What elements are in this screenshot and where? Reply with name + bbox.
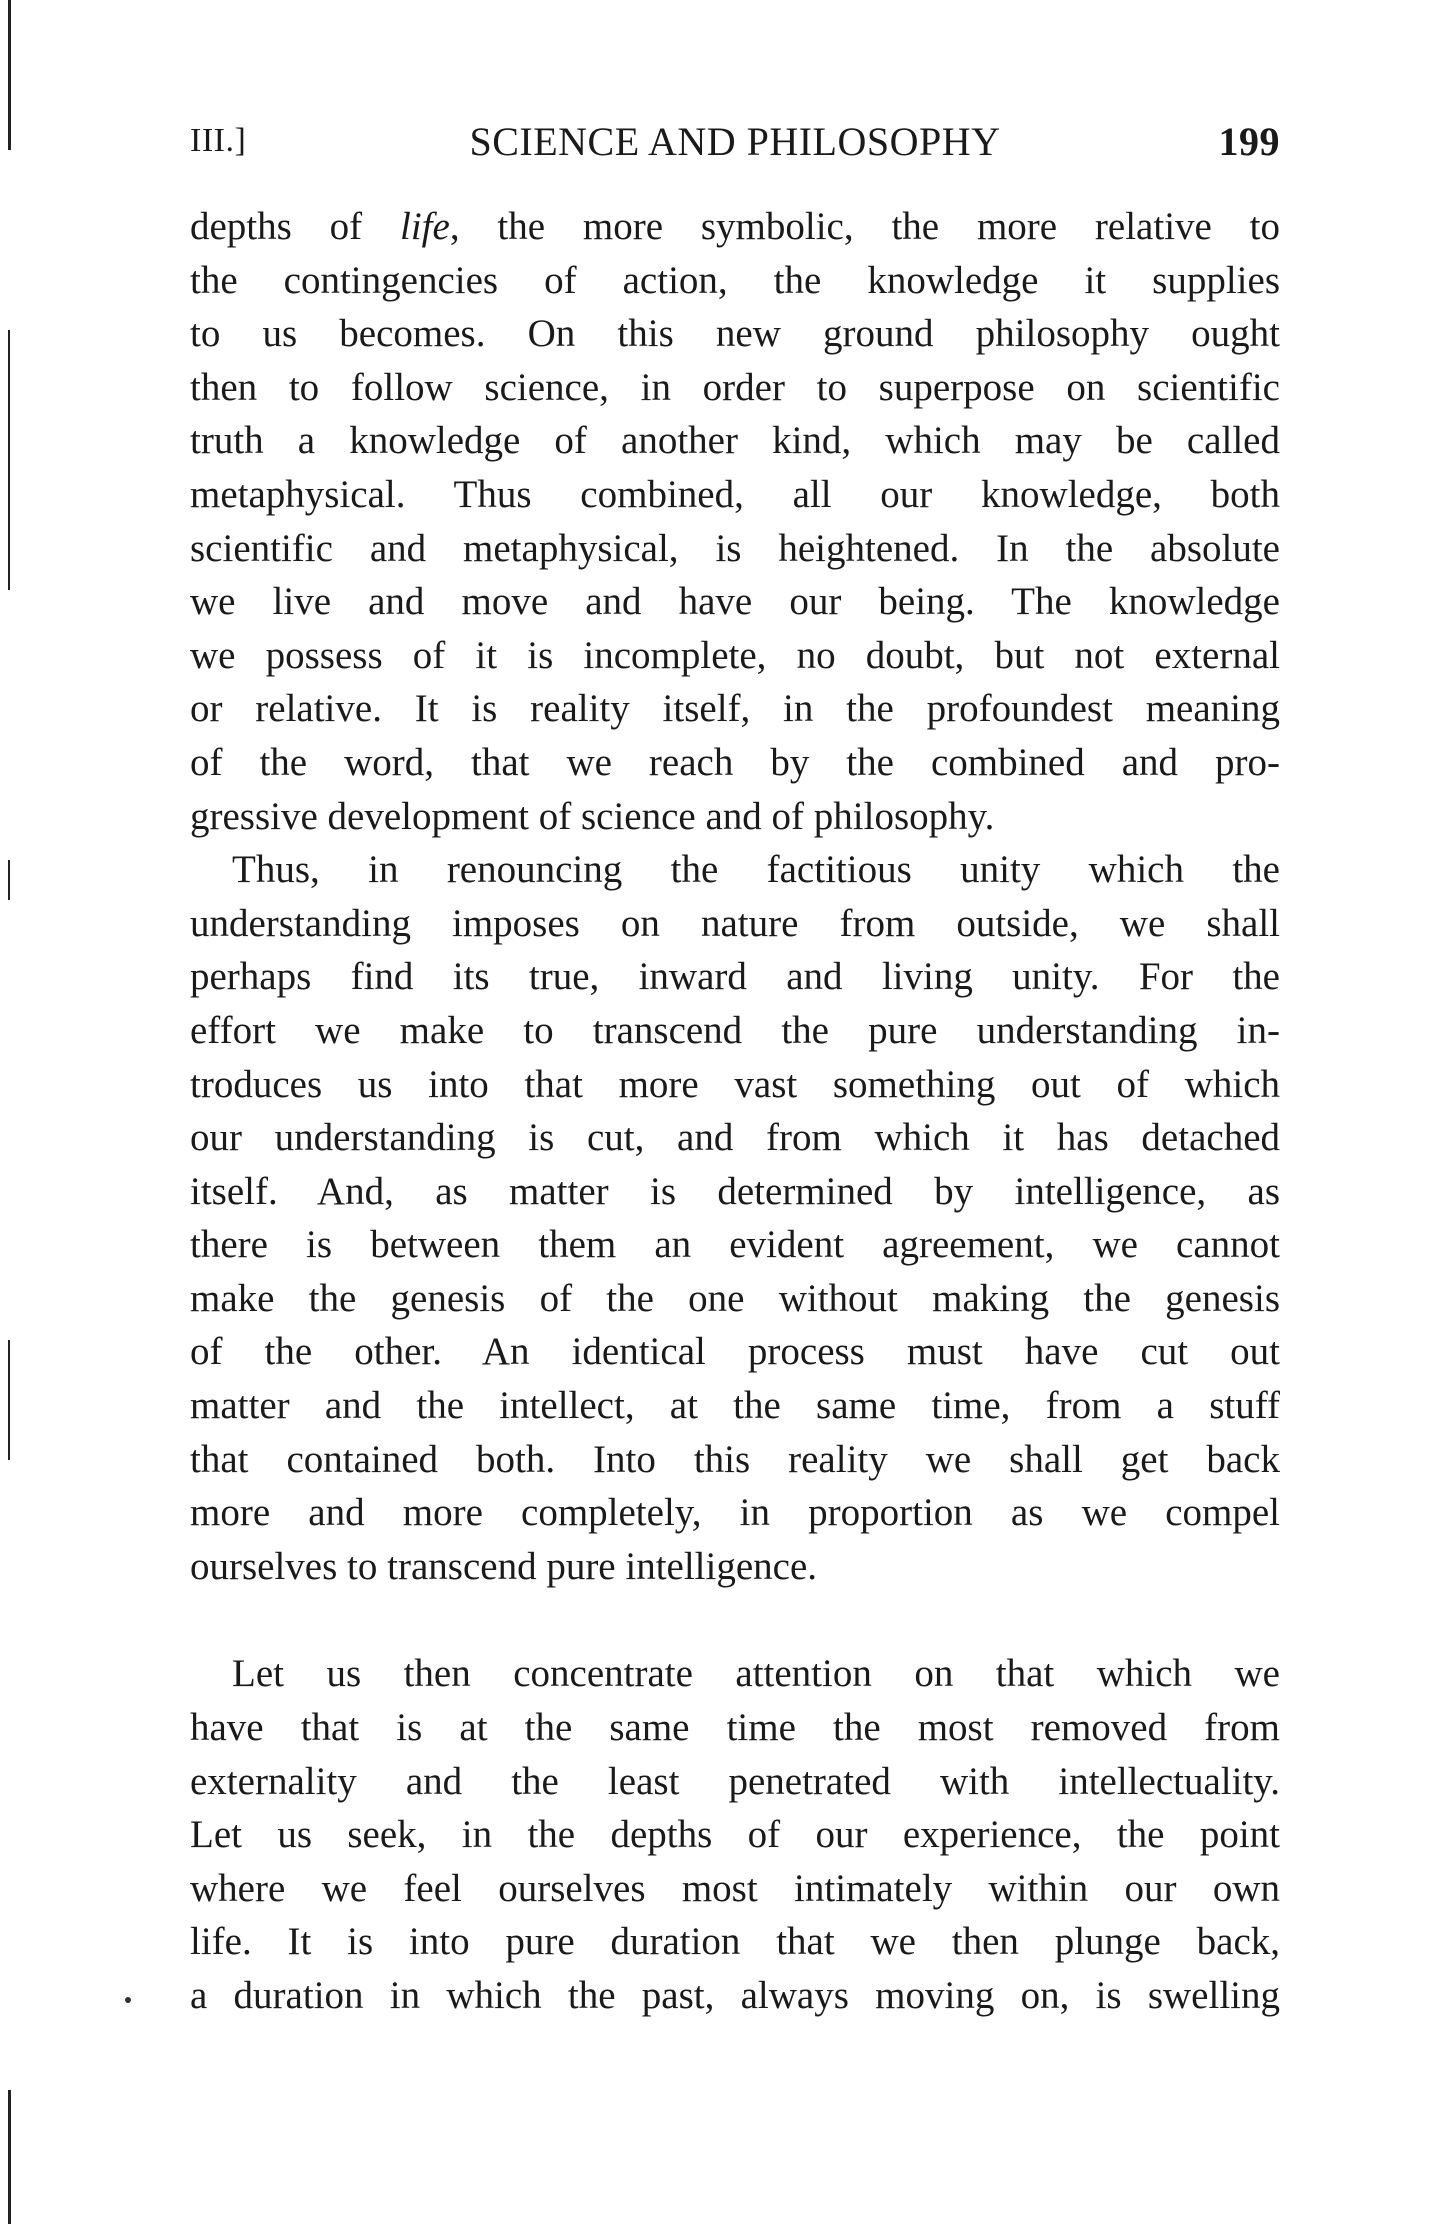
scan-gutter-line	[8, 860, 10, 900]
scan-gutter-line	[8, 330, 10, 590]
text-line: itself. And, as matter is determined by intelligence, as	[190, 1169, 1280, 1213]
section-gap	[190, 1593, 1280, 1647]
text-line: metaphysical. Thus combined, all our knowledge, both	[190, 472, 1280, 516]
text-line: troduces us into that more vast something out of which	[190, 1062, 1280, 1106]
text-line: of the word, that we reach by the combined and pro-	[190, 740, 1280, 784]
text-line: our understanding is cut, and from which it has detached	[190, 1116, 1280, 1160]
text-line: that contained both. Into this reality we shall get back	[190, 1437, 1280, 1481]
text-line: life. It is into pure duration that we then plunge back,	[190, 1920, 1280, 1964]
scan-gutter-line	[8, 2090, 11, 2224]
text-line: externality and the least penetrated with intellectuality.	[190, 1759, 1280, 1803]
running-title: SCIENCE AND PHILOSOPHY	[469, 119, 1001, 164]
text-line: there is between them an evident agreement, we cannot	[190, 1223, 1280, 1267]
text-line: perhaps find its true, inward and living unity. For the	[190, 955, 1280, 999]
text-line: to us becomes. On this new ground philosophy ought	[190, 312, 1280, 356]
running-header	[190, 118, 1280, 174]
text-line: effort we make to transcend the pure understanding in-	[190, 1008, 1280, 1052]
text-line: gressive development of science and of philosophy.	[190, 794, 995, 838]
text-line: scientific and metaphysical, is heightened. In the absolute	[190, 526, 1280, 570]
paragraph-1	[190, 200, 1280, 843]
chapter-marker: III.]	[190, 122, 247, 159]
text-line: Thus, in renouncing the factitious unity which the	[232, 848, 1280, 892]
text-line: we live and move and have our being. The knowledge	[190, 580, 1280, 624]
text-line: a duration in which the past, always moving on, is swelling	[190, 1974, 1280, 2017]
text-line: Let us then concentrate attention on that which we	[232, 1652, 1280, 1696]
text-line: we possess of it is incomplete, no doubt, but not external	[190, 633, 1280, 677]
text-line: ourselves to transcend pure intelligence.	[190, 1544, 818, 1588]
text-line: matter and the intellect, at the same time, from a stuff	[190, 1384, 1280, 1428]
scan-speck	[125, 1997, 131, 2003]
text-line: have that is at the same time the most removed from	[190, 1706, 1280, 1750]
text-line: where we feel ourselves most intimately within our own	[190, 1866, 1280, 1910]
scan-gutter-line	[8, 1340, 10, 1460]
text-line: understanding imposes on nature from outside, we shall	[190, 901, 1280, 945]
text-line: more and more completely, in proportion as we compel	[190, 1491, 1280, 1535]
text-line: the contingencies of action, the knowledge it supplies	[190, 258, 1280, 302]
scan-gutter-line	[8, 0, 11, 150]
paragraph-2	[190, 843, 1280, 1593]
text-line: or relative. It is reality itself, in the profoundest meaning	[190, 687, 1280, 731]
text-line: make the genesis of the one without making the genesis	[190, 1276, 1280, 1320]
text-line: truth a knowledge of another kind, which may be called	[190, 419, 1280, 463]
page-body	[190, 200, 1280, 2023]
page-number: 199	[1218, 119, 1280, 164]
paragraph-3	[190, 1647, 1280, 2022]
text-line: depths of life, the more symbolic, the more relative to	[190, 205, 1281, 248]
text-line: of the other. An identical process must have cut out	[190, 1330, 1280, 1374]
text-line: Let us seek, in the depths of our experience, the point	[190, 1813, 1280, 1857]
text-line: then to follow science, in order to superpose on scientific	[190, 365, 1280, 409]
